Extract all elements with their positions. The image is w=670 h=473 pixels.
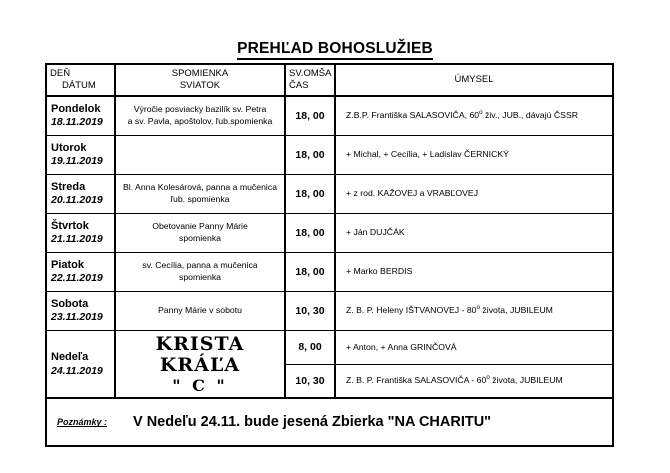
feast-line2: spomienka xyxy=(178,272,221,282)
cell-feast xyxy=(115,175,285,214)
column-header-day xyxy=(46,64,115,96)
table-row-notes xyxy=(46,398,613,446)
feast-line1: sv. Cecília, panna a mučenica xyxy=(142,260,258,271)
day-date: 18.11.2019 xyxy=(51,116,103,129)
cell-intention: + Anton, + Anna GRINČOVÁ xyxy=(335,331,613,365)
cell-day xyxy=(46,175,115,214)
cell-time: 8, 00 xyxy=(285,331,335,365)
cell-day xyxy=(46,136,115,175)
cell-day xyxy=(46,214,115,253)
feast-line1: Obetovanie Panny Márie xyxy=(152,221,248,232)
feast-line2: ľub. spomienka xyxy=(170,194,230,204)
cell-intention: Z. B. P. Františka SALASOVIČA - 60$^o$ života, JUBILEUM xyxy=(335,364,613,398)
feast-line1: Výročie posviacky bazilík sv. Petra xyxy=(133,104,267,115)
cell-time: 18, 00 xyxy=(285,175,335,214)
notes-text: V Nedeľu 24.11. bude jesená Zbierka "NA CHARITU" xyxy=(133,414,492,431)
table-row xyxy=(46,292,613,331)
page-title xyxy=(0,40,670,58)
day-name: Nedeľa xyxy=(51,351,89,364)
cell-time: 10, 30 xyxy=(285,292,335,331)
cell-feast-sunday xyxy=(115,331,285,399)
cell-day xyxy=(46,253,115,292)
cell-time: 18, 00 xyxy=(285,214,335,253)
cell-feast xyxy=(115,292,285,331)
day-date: 23.11.2019 xyxy=(51,311,103,324)
table-row xyxy=(46,253,613,292)
page-title-text: PREHĽAD BOHOSLUŽIEB xyxy=(237,40,433,60)
cell-feast xyxy=(115,253,285,292)
schedule-table xyxy=(45,63,614,447)
column-header-feast-line1: SPOMIENKA xyxy=(171,68,229,80)
column-header-time xyxy=(285,64,335,96)
cell-intention: + Michal, + Cecília, + Ladislav ČERNICKÝ xyxy=(335,136,613,175)
cell-intention: + Marko BERDIS xyxy=(335,253,613,292)
day-name: Piatok xyxy=(51,259,85,272)
cell-feast xyxy=(115,96,285,136)
cell-intention: Z. B. P. Heleny IŠTVANOVEJ - 80$^o$ života, JUBILEUM xyxy=(335,292,613,331)
day-name: Streda xyxy=(51,181,86,194)
cell-day xyxy=(46,96,115,136)
column-header-day-line1: DEŇ xyxy=(50,68,71,80)
cell-feast xyxy=(115,214,285,253)
feast-line1: Bl. Anna Kolesárová, panna a mučenica xyxy=(122,182,278,193)
day-date: 20.11.2019 xyxy=(51,194,103,207)
day-date: 21.11.2019 xyxy=(51,233,103,246)
table-row-sunday-first xyxy=(46,331,613,365)
day-date: 19.11.2019 xyxy=(51,155,103,168)
column-header-feast-line2: SVIATOK xyxy=(179,80,221,91)
table-header-row xyxy=(46,64,613,96)
cell-feast xyxy=(115,136,285,175)
cell-time: 18, 00 xyxy=(285,136,335,175)
day-name: Sobota xyxy=(51,298,89,311)
column-header-day-line2: DÁTUM xyxy=(62,80,96,91)
table-row xyxy=(46,175,613,214)
feast-line2: spomienka xyxy=(178,233,221,243)
cell-time: 18, 00 xyxy=(285,96,335,136)
column-header-time-line2: ČAS xyxy=(289,80,309,91)
cell-notes xyxy=(46,398,613,446)
cell-intention: + z rod. KAŽOVEJ a VRABĽOVEJ xyxy=(335,175,613,214)
table-body xyxy=(46,96,613,446)
notes-label: Poznámky : xyxy=(57,417,108,428)
feast-line1: Panny Márie v sobotu xyxy=(157,305,243,316)
cell-time: 18, 00 xyxy=(285,253,335,292)
feast-line3: " C " xyxy=(172,375,228,395)
table-row xyxy=(46,96,613,136)
table-row xyxy=(46,214,613,253)
cell-time: 10, 30 xyxy=(285,364,335,398)
column-header-time-line1: SV.OMŠA xyxy=(289,68,332,80)
cell-intention: + Ján DUJČÁK xyxy=(335,214,613,253)
day-name: Utorok xyxy=(51,142,87,155)
column-header-feast xyxy=(115,64,285,96)
day-name: Štvrtok xyxy=(51,220,89,233)
day-date: 24.11.2019 xyxy=(51,364,103,377)
day-date: 22.11.2019 xyxy=(51,272,103,285)
day-name: Pondelok xyxy=(51,103,101,116)
feast-line2: KRÁĽA xyxy=(159,354,241,377)
table-header xyxy=(46,64,613,96)
cell-day xyxy=(46,331,115,399)
cell-day xyxy=(46,292,115,331)
feast-line1: KRISTA xyxy=(155,333,245,355)
column-header-intention: ÚMYSEL xyxy=(335,64,613,96)
table-row xyxy=(46,136,613,175)
feast-line2: a sv. Pavla, apoštolov, ľub.spomienka xyxy=(127,116,273,126)
cell-intention: Z.B.P. Františka SALASOVIČA, 60$^o$ živ., JUB., dávajú ČSSR xyxy=(335,96,613,136)
